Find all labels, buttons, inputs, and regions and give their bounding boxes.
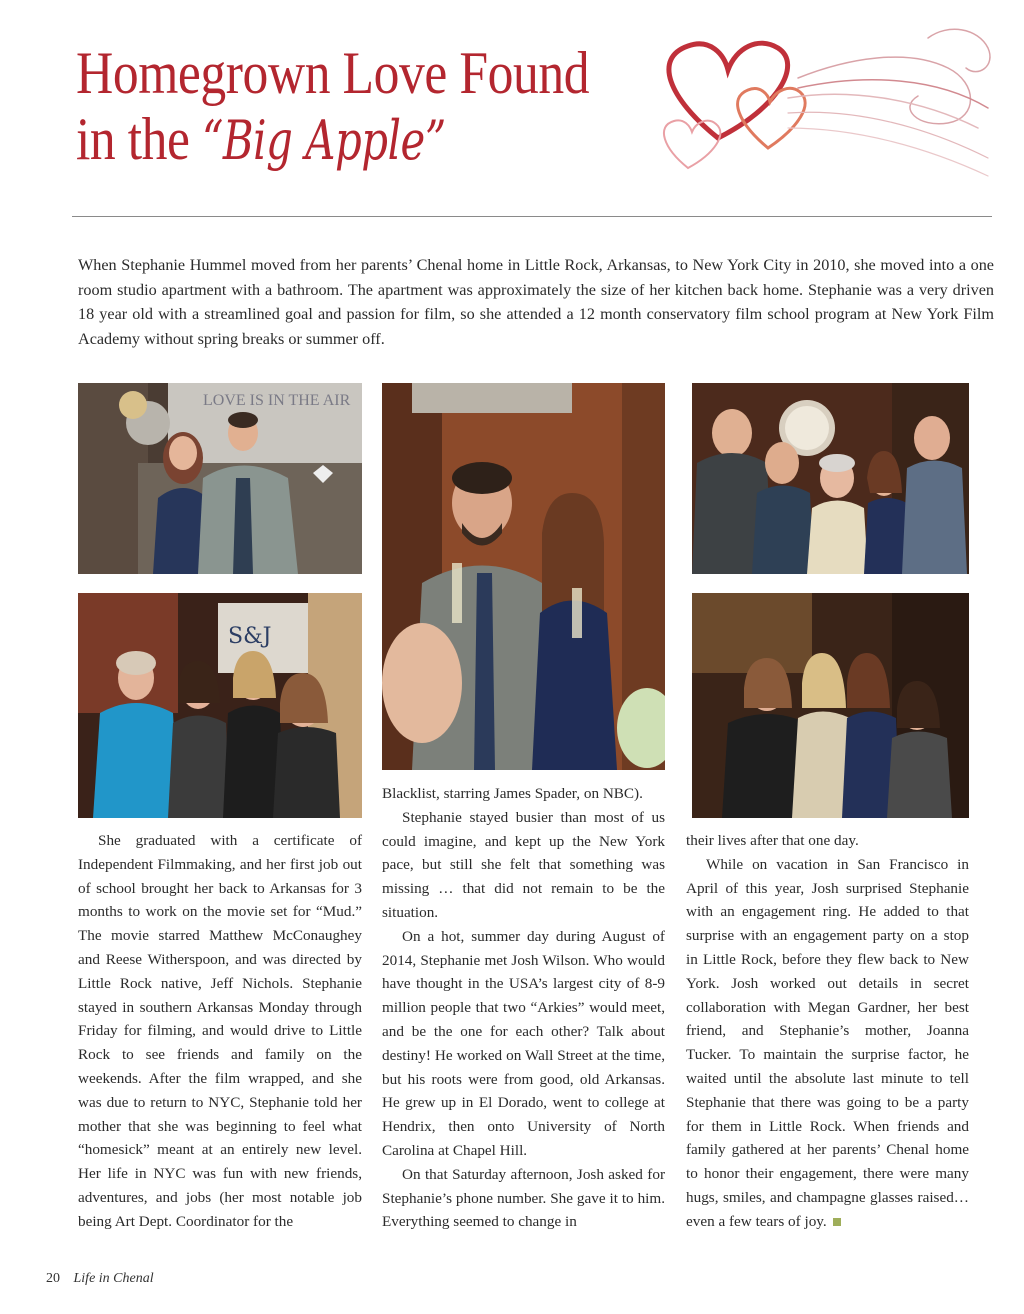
photo-banner-text: LOVE IS IN THE AIR (203, 392, 351, 409)
photo-monogram-text: S&J (228, 624, 272, 649)
photo-women-hug (692, 593, 969, 818)
column-1-paragraph-1: She graduated with a certificate of Independent Filmmaking, and her first job out of school brought her back to Arkansas for 3 months to work on the movie set for “Mud.” The movie starred Matthew McConaughey and Reese Witherspoon, and was directed by Little Rock native, Jeff Nichols. Stephanie stayed in southern Arkansas Monday through Friday for filming, and would drive to Little Rock to see friends and family on the weekends. After the film wrapped, and she was due to return to NYC, Stephanie told her mother that she was beginning to feel what “homesick” meant at an entirely new level. Her life in NYC was fun with new friends, adventures, and jobs (her most notable job being Art Dept. Coordinator for the (78, 832, 362, 1230)
end-of-article-mark (833, 1218, 841, 1226)
column-3-paragraph-0: their lives after that one day. (686, 832, 859, 849)
intro-paragraph: When Stephanie Hummel moved from her parents’ Chenal home in Little Rock, Arkansas, to New York City in 2010, she moved into a one room studio apartment with a bathroom. The apartment was approximately the size of her kitchen back home. Stephanie was a very driven 18 year old with a streamlined goal and passion for film, so she attended a 12 month conservatory film school program at New York Film Academy without spring breaks or summer off. (78, 256, 994, 348)
title-line-2 (76, 106, 589, 174)
photo-women-monogram (78, 593, 362, 818)
article-column-2 (382, 782, 665, 1234)
hearts-illustration (648, 18, 1008, 198)
title-line-1: Homegrown Love Found (76, 40, 590, 106)
title-script: “Big Apple” (201, 109, 446, 172)
photo-couple-banner (78, 383, 362, 574)
title-prefix: in the (76, 106, 202, 172)
column-2-paragraph-3: On that Saturday afternoon, Josh asked for Stephanie’s phone number. She gave it to him. Everything seemed to change in (382, 1165, 665, 1231)
column-2-paragraph-2: On a hot, summer day during August of 2014, Stephanie met Josh Wilson. Who would have thought in the USA’s largest city of 8-9 million people that two “Arkies” would meet, and be the one for each other? Talk about destiny! He worked on Wall Street at the time, but his roots were from good, old Arkansas. He grew up in El Dorado, went to college at Hendrix, then onto University of North Carolina at Chapel Hill. (382, 927, 665, 1159)
publication-name: Life in Chenal (73, 1271, 154, 1286)
article-title (76, 40, 589, 174)
article-column-3 (686, 829, 969, 1234)
column-3-paragraph-1: While on vacation in San Francisco in April of this year, Josh surprised Stephanie with an engagement ring. He added to that surprise with an engagement party on a stop in Little Rock, before they flew back to New York. Josh worked out details in secret collaboration with Megan Gardner, her best friend, and Stephanie’s mother, Joanna Tucker. To maintain the surprise factor, he waited until the absolute last minute to tell Stephanie that there was going to be a party for them in Little Rock. When friends and family gathered at her parents’ Chenal home to honor their engagement, there were many hugs, smiles, and champagne glasses raised…even a few tears of joy. (686, 855, 969, 1230)
photo-couple-toast (382, 383, 665, 770)
photo-family-group (692, 383, 969, 574)
page-number: 20 (46, 1271, 60, 1286)
title-divider (72, 216, 992, 217)
column-2-paragraph-1: Stephanie stayed busier than most of us could imagine, and kept up the New York pace, but still she felt that something was missing … that did not remain to be the situation. (382, 808, 665, 921)
column-3-paragraph-1-wrap (686, 853, 969, 1234)
column-2-paragraph-0: Blacklist, starring James Spader, on NBC). (382, 785, 643, 802)
article-column-1 (78, 829, 362, 1234)
page-footer (46, 1271, 154, 1287)
